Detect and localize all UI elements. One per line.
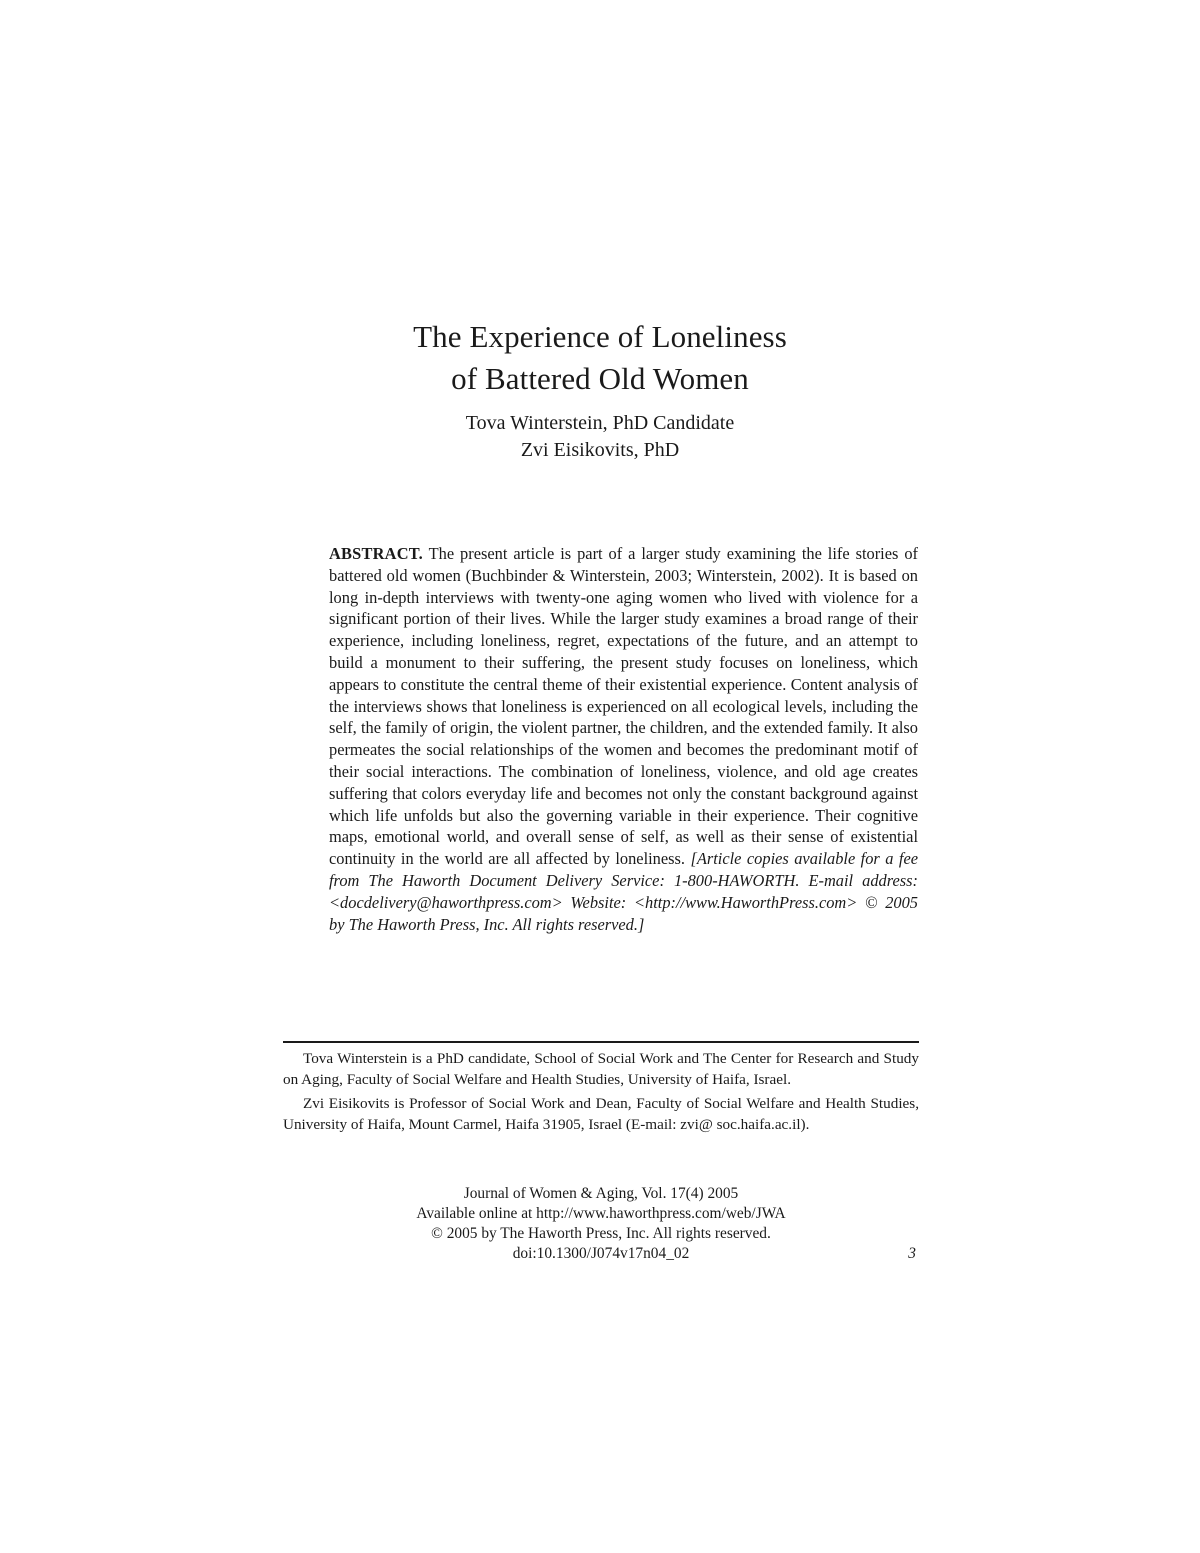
title-line-1: The Experience of Loneliness bbox=[413, 319, 787, 354]
footnote-author-1: Tova Winterstein is a PhD candidate, School of Social Work and The Center for Research and Study on Aging, Faculty of Social Welfare and Health Studies, University of Haifa, Israel. bbox=[283, 1050, 919, 1088]
abstract-body: The present article is part of a larger study examining the life stories of battered old women (Buchbinder & Winterstein, 2003; Winterstein, 2002). It is based on long in-depth interviews with twenty-one aging women who lived with violence for a significant portion of their lives. While the larger study examines a broad range of their experience, including loneliness, regret, expectations of the future, and an attempt to build a monument to their suffering, the present study focuses on loneliness, which appears to constitute the central theme of their existential experience. Content analysis of the interviews shows that loneliness is experienced on all ecological levels, including the self, the family of origin, the violent partner, the children, and the extended family. It also permeates the social relationships of the women and becomes the predominant motif of their social interactions. The combination of loneliness, violence, and old age creates suffering that colors everyday life and becomes not only the constant background against which life unfolds but also the governing variable in their experience. Their cognitive maps, emotional world, and overall sense of self, as well as their sense of existential continuity in the world are all affected by loneliness. bbox=[329, 544, 918, 869]
journal-doi: doi:10.1300/J074v17n04_02 bbox=[512, 1245, 690, 1262]
abstract-paragraph bbox=[329, 543, 918, 935]
page-number: 3 bbox=[908, 1245, 916, 1262]
copyright-notice: [Article copies available for a fee from The Haworth Document Delivery Service: 1-800-HAWORTH. E-mail address: <docdelivery@haworthpress.com> Website: <http://www.HaworthPress.com> © 2005 by The Haworth Press, Inc. All rights reserved.] bbox=[329, 849, 919, 934]
author-2: Zvi Eisikovits, PhD bbox=[520, 439, 680, 461]
title-line-2: of Battered Old Women bbox=[451, 361, 749, 396]
journal-copyright: © 2005 by The Haworth Press, Inc. All rights reserved. bbox=[431, 1225, 771, 1242]
abstract-label: ABSTRACT. bbox=[329, 544, 423, 563]
journal-citation: Journal of Women & Aging, Vol. 17(4) 2005 bbox=[463, 1185, 739, 1202]
article-title bbox=[0, 316, 1200, 400]
author-list bbox=[0, 410, 1200, 464]
journal-availability: Available online at http://www.haworthpress.com/web/JWA bbox=[416, 1205, 786, 1222]
journal-info bbox=[283, 1184, 919, 1264]
author-1: Tova Winterstein, PhD Candidate bbox=[465, 412, 735, 434]
footnote-divider bbox=[283, 1041, 919, 1043]
footnote-author-2: Zvi Eisikovits is Professor of Social Work and Dean, Faculty of Social Welfare and Health Studies, University of Haifa, Mount Carmel, Haifa 31905, Israel (E-mail: zvi@ soc.haifa.ac.il). bbox=[283, 1095, 919, 1133]
author-footnotes bbox=[283, 1049, 919, 1139]
